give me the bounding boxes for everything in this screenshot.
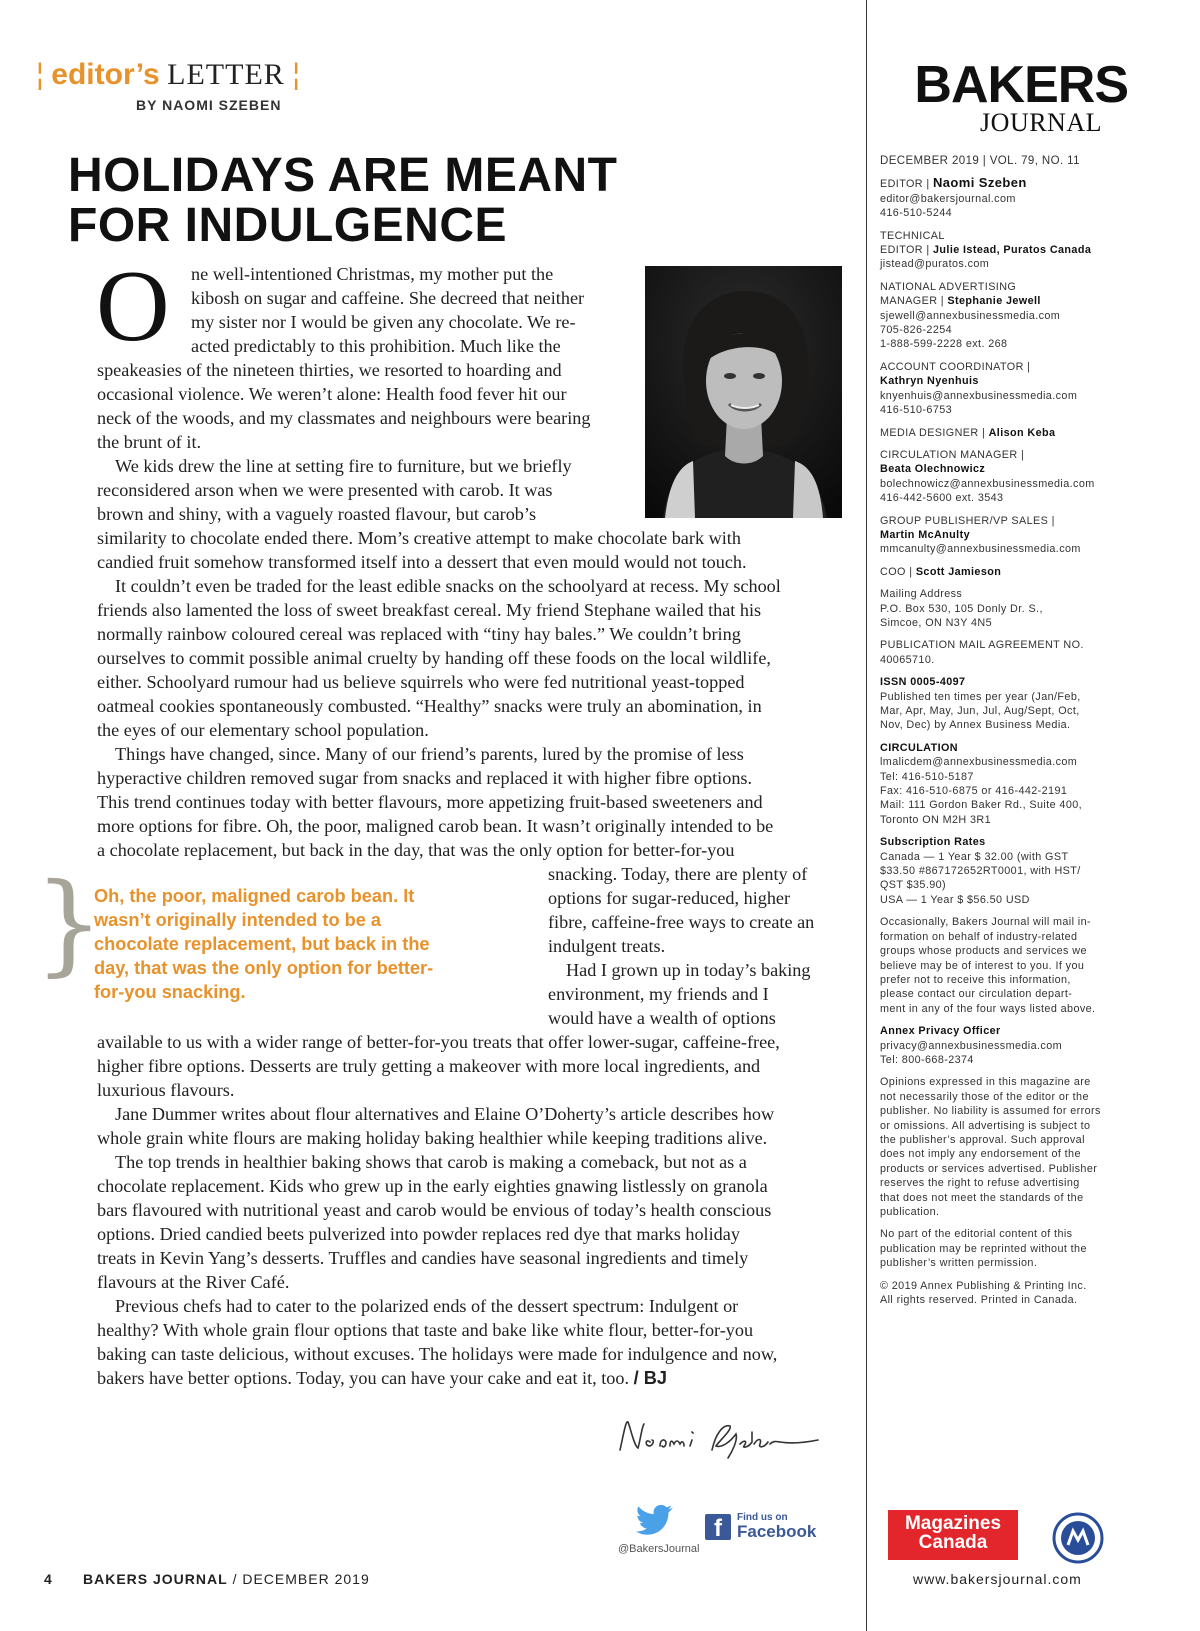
text-line: kibosh on sugar and caffeine. She decreed that neither bbox=[191, 288, 585, 308]
text-line: Things have changed, since. Many of our friend’s parents, lured by the promise of less bbox=[115, 744, 744, 764]
footer-pub-issue: / DECEMBER 2019 bbox=[232, 1571, 370, 1587]
entry-name: Martin McAnulty bbox=[880, 528, 970, 541]
text-line: baking can taste delicious, without excuses. The holidays were made for indulgence and now, bbox=[97, 1344, 778, 1364]
text-line: publication may be reprinted without the bbox=[880, 1242, 1087, 1255]
entry-label: EDITOR | bbox=[880, 244, 930, 257]
text-line: brown and shiny, with a vaguely roasted flavour, but carob’s bbox=[97, 504, 537, 524]
intro-wrap bbox=[191, 262, 631, 358]
text-line: not necessarily those of the editor or the bbox=[880, 1090, 1089, 1103]
text-line: that does not meet the standards of the bbox=[880, 1191, 1084, 1204]
facebook-icon: f bbox=[705, 1514, 731, 1540]
text-line: formation on behalf of industry-related bbox=[880, 930, 1078, 943]
masthead-entry bbox=[880, 565, 1140, 579]
text-line: healthy? With whole grain flour options that taste and bake like white flour, better-for-you bbox=[97, 1320, 754, 1340]
signature bbox=[612, 1412, 832, 1467]
entry-label: NATIONAL ADVERTISING bbox=[880, 280, 1017, 293]
entry-email: bolechnowicz@annexbusinessmedia.com bbox=[880, 477, 1095, 490]
mc-line: Magazines bbox=[904, 1513, 1002, 1534]
text-line: would have a wealth of options bbox=[548, 1008, 776, 1028]
twitter-handle: @BakersJournal bbox=[618, 1543, 700, 1555]
text-line: ourselves to commit possible animal cruelty by handing off these foods on the local wildlife, bbox=[97, 648, 771, 668]
text-line: whole grain white flours are making holiday baking healthier while keeping traditions alive. bbox=[97, 1128, 768, 1148]
logo-top: BAKERS bbox=[914, 56, 1128, 114]
text-line: publication. bbox=[880, 1206, 940, 1218]
text-line: Jane Dummer writes about flour alternatives and Elaine O’Doherty’s article describes how bbox=[115, 1104, 775, 1124]
text-line: Occasionally, Bakers Journal will mail in- bbox=[880, 916, 1092, 929]
headline-line: HOLIDAYS ARE MEANT bbox=[68, 149, 618, 202]
paragraph bbox=[97, 1030, 857, 1390]
text-line: luxurious flavours. bbox=[97, 1080, 235, 1100]
author-photo bbox=[645, 266, 842, 518]
entry-label: Mailing Address bbox=[880, 588, 963, 601]
text-line: publisher. No liability is assumed for errors bbox=[880, 1105, 1101, 1118]
column-divider bbox=[866, 0, 867, 1631]
entry-name: CIRCULATION bbox=[880, 741, 958, 754]
text-line: the brunt of it. bbox=[97, 432, 202, 452]
text-line: bars flavoured with nutritional yeast and carob would be envious of today’s health conscious bbox=[97, 1200, 772, 1220]
text-line: options for sugar-reduced, higher bbox=[548, 888, 791, 908]
drop-cap: O bbox=[96, 250, 170, 363]
masthead-list bbox=[880, 154, 1140, 1307]
entry-email: privacy@annexbusinessmedia.com bbox=[880, 1039, 1062, 1052]
text-line: No part of the editorial content of this bbox=[880, 1228, 1073, 1241]
text-line: We kids drew the line at setting fire to furniture, but we briefly bbox=[115, 456, 572, 476]
opinions-block bbox=[880, 1075, 1140, 1219]
magazines-canada-logo bbox=[888, 1510, 1018, 1560]
text-line: occasional violence. We weren’t alone: Health food fever hit our bbox=[97, 384, 567, 404]
pullquote-line: chocolate replacement, but back in the bbox=[94, 934, 430, 954]
entry-phone: 705-826-2254 bbox=[880, 324, 953, 337]
entry-email: jistead@puratos.com bbox=[880, 258, 990, 271]
text-line: Had I grown up in today’s baking bbox=[566, 960, 811, 980]
text-line: reconsidered arson when we were presented with carob. It was bbox=[97, 480, 553, 500]
entry-label: COO | bbox=[880, 565, 913, 578]
text-line: Opinions expressed in this magazine are bbox=[880, 1076, 1091, 1089]
twitter-block[interactable] bbox=[618, 1504, 700, 1555]
divider: ¦ bbox=[36, 58, 44, 91]
text-line: publisher’s written permission. bbox=[880, 1257, 1038, 1270]
footer-pub-name: BAKERS JOURNAL bbox=[83, 1571, 228, 1587]
address-line: P.O. Box 530, 105 Donly Dr. S., bbox=[880, 602, 1043, 615]
text-line: Canada — 1 Year $ 32.00 (with GST bbox=[880, 850, 1069, 863]
masthead-entry bbox=[880, 426, 1140, 440]
entry-phone: 416-442-5600 ext. 3543 bbox=[880, 492, 1004, 505]
entry-name: Naomi Szeben bbox=[933, 175, 1027, 191]
logo-bottom: JOURNAL bbox=[980, 108, 1102, 137]
section-label-part2: LETTER bbox=[167, 58, 285, 91]
text-line: QST $35.90) bbox=[880, 879, 947, 892]
entry-label: ACCOUNT COORDINATOR | bbox=[880, 360, 1031, 373]
text-line: reserves the right to refuse advertising bbox=[880, 1177, 1080, 1190]
text-line: Previous chefs had to cater to the polarized ends of the dessert spectrum: Indulgent or bbox=[115, 1296, 739, 1316]
text-line: acted predictably to this prohibition. Much like the bbox=[191, 336, 561, 356]
text-line: indulgent treats. bbox=[548, 936, 666, 956]
text-line: environment, my friends and I bbox=[548, 984, 769, 1004]
text-line: the publisher’s approval. Such approval bbox=[880, 1133, 1085, 1146]
text-line: please contact our circulation depart- bbox=[880, 988, 1073, 1001]
entry-label: MANAGER | bbox=[880, 295, 944, 308]
text-line: higher fibre options. Desserts are truly getting a makeover with more local ingredients, and bbox=[97, 1056, 761, 1076]
bakers-journal-logo bbox=[880, 56, 1128, 137]
divider: ¦ bbox=[292, 58, 301, 91]
text-line: believe may be of interest to you. If you bbox=[880, 959, 1085, 972]
text-line: It couldn’t even be traded for the least edible snacks on the schoolyard at recess. My school bbox=[115, 576, 781, 596]
text-line: friends also lamented the loss of sweet breakfast cereal. My friend Stephane wailed that his bbox=[97, 600, 762, 620]
section-label-part1: editor’s bbox=[51, 58, 160, 91]
occasionally-block bbox=[880, 915, 1140, 1016]
facebook-big: Facebook bbox=[737, 1522, 817, 1541]
entry-name: Stephanie Jewell bbox=[947, 295, 1041, 308]
paragraph bbox=[97, 358, 637, 526]
entry-label: GROUP PUBLISHER/VP SALES | bbox=[880, 514, 1055, 527]
text-line: prefer not to receive this information, bbox=[880, 973, 1071, 986]
entry-name: Scott Jamieson bbox=[915, 565, 1002, 578]
text-line: candied fruit somehow transformed itself into a dessert that even mould would not touch. bbox=[97, 552, 747, 572]
entry-name: Kathryn Nyenhuis bbox=[880, 375, 979, 388]
text-line: products or services advertised. Publisher bbox=[880, 1162, 1098, 1175]
text-line: The top trends in healthier baking shows that carob is making a comeback, but not as a bbox=[115, 1152, 747, 1172]
pullquote-line: Oh, the poor, maligned carob bean. It bbox=[94, 886, 415, 906]
entry-label: PUBLICATION MAIL AGREEMENT NO. bbox=[880, 639, 1084, 652]
text-line: chocolate replacement. Kids who grew up in the early eighties gnawing listlessly on granola bbox=[97, 1176, 768, 1196]
entry-name: Julie Istead, Puratos Canada bbox=[933, 244, 1092, 257]
text-line-last: bakers have better options. Today, you can have your cake and eat it, too. bbox=[97, 1368, 630, 1388]
section-label bbox=[36, 58, 300, 92]
text-line: speakeasies of the nineteen thirties, we resorted to hoarding and bbox=[97, 360, 562, 380]
text-line: hyperactive children removed sugar from snacks and replaced it with higher fibre options. bbox=[97, 768, 753, 788]
copyright-line: All rights reserved. Printed in Canada. bbox=[880, 1294, 1078, 1307]
entry-name: Beata Olechnowicz bbox=[880, 463, 986, 476]
text-line: or omissions. All advertising is subject to bbox=[880, 1119, 1091, 1132]
entry-value: 40065710. bbox=[880, 653, 935, 666]
paragraph bbox=[97, 526, 857, 862]
address-line: Toronto ON M2H 3R1 bbox=[880, 813, 992, 826]
text-line: a chocolate replacement, but back in the day, that was the only option for better-for-you bbox=[97, 840, 735, 860]
entry-phone: 1-888-599-2228 ext. 268 bbox=[880, 338, 1008, 351]
text-line: treats in Kevin Yang’s desserts. Truffles and candies have seasonal ingredients and timely bbox=[97, 1248, 749, 1268]
text-line: $33.50 #867172652RT0001, with HST/ bbox=[880, 865, 1081, 878]
entry-label: TECHNICAL bbox=[880, 229, 945, 242]
pullquote-line: wasn’t originally intended to be a bbox=[94, 910, 381, 930]
circulation-seal bbox=[1052, 1512, 1104, 1569]
entry-email: sjewell@annexbusinessmedia.com bbox=[880, 309, 1061, 322]
text-line: options. Dried candied beets pulverized into powder replaces red dye that marks holiday bbox=[97, 1224, 740, 1244]
mc-line: Canada bbox=[918, 1532, 988, 1553]
copyright-line: © 2019 Annex Publishing & Printing Inc. bbox=[880, 1279, 1087, 1292]
text-line: snacking. Today, there are plenty of bbox=[548, 864, 808, 884]
nopart-block bbox=[880, 1227, 1140, 1270]
pull-quote bbox=[94, 884, 519, 1004]
entry-email: knyenhuis@annexbusinessmedia.com bbox=[880, 389, 1078, 402]
entry-label: MEDIA DESIGNER | bbox=[880, 426, 986, 439]
entry-phone: Tel: 416-510-5187 bbox=[880, 770, 974, 783]
text-line: This trend continues today with better flavours, more appetizing fruit-based sweeteners and bbox=[97, 792, 763, 812]
entry-name: Subscription Rates bbox=[880, 836, 986, 849]
entry-phone: 416-510-6753 bbox=[880, 404, 953, 417]
website-link[interactable]: www.bakersjournal.com bbox=[913, 1571, 1082, 1587]
entry-label: EDITOR | bbox=[880, 178, 930, 191]
footer-publication bbox=[83, 1571, 370, 1587]
byline: BY NAOMI SZEBEN bbox=[136, 97, 282, 113]
facebook-small: Find us on bbox=[737, 1512, 788, 1523]
masthead-entry bbox=[880, 294, 1140, 308]
text-line: fibre, caffeine-free ways to create an bbox=[548, 912, 815, 932]
page-number: 4 bbox=[44, 1571, 53, 1587]
facebook-block[interactable] bbox=[705, 1512, 816, 1541]
right-column bbox=[548, 862, 858, 1030]
text-line: available to us with a wider range of better-for-you treats that offer lower-sugar, caffeine-free, bbox=[97, 1032, 780, 1052]
entry-email: lmalicdem@annexbusinessmedia.com bbox=[880, 756, 1078, 769]
entry-name: Alison Keba bbox=[988, 426, 1056, 439]
text-line: either. Schoolyard rumour had us believe squirrels who were fed nutritional yeast-topped bbox=[97, 672, 745, 692]
text-line: Nov, Dec) by Annex Business Media. bbox=[880, 719, 1071, 732]
masthead-entry bbox=[880, 176, 1140, 191]
address-line: Mail: 111 Gordon Baker Rd., Suite 400, bbox=[880, 799, 1083, 812]
headline-line: FOR INDULGENCE bbox=[68, 199, 507, 252]
text-line: similarity to chocolate ended there. Mom’s creative attempt to make chocolate bark with bbox=[97, 528, 741, 548]
text-line: ne well-intentioned Christmas, my mother put the bbox=[191, 264, 554, 284]
pullquote-brace: } bbox=[34, 859, 104, 987]
text-line: ment in any of the four ways listed above. bbox=[880, 1002, 1096, 1015]
text-line: normally rainbow coloured cereal was replaced with “tiny hay bales.” We couldn’t bring bbox=[97, 624, 741, 644]
masthead-entry bbox=[880, 243, 1140, 257]
text-line: flavours at the River Café. bbox=[97, 1272, 290, 1292]
page-title bbox=[68, 151, 768, 251]
address-line: Simcoe, ON N3Y 4N5 bbox=[880, 616, 993, 629]
entry-phone: Tel: 800-668-2374 bbox=[880, 1053, 974, 1066]
text-line: groups whose products and services we bbox=[880, 945, 1087, 958]
text-line: more options for fibre. Oh, the poor, maligned carob bean. It wasn’t originally intended to be bbox=[97, 816, 774, 836]
entry-name: ISSN 0005-4097 bbox=[880, 676, 966, 689]
twitter-icon bbox=[635, 1504, 675, 1538]
entry-phone: Fax: 416-510-6875 or 416-442-2191 bbox=[880, 785, 1068, 798]
text-line: Published ten times per year (Jan/Feb, bbox=[880, 690, 1081, 703]
text-line: oatmeal cookies spontaneously combusted. “Healthy” snacks were truly an abomination, in bbox=[97, 696, 762, 716]
entry-phone: 416-510-5244 bbox=[880, 207, 953, 220]
sign-off: / BJ bbox=[633, 1368, 667, 1388]
entry-email: mmcanulty@annexbusinessmedia.com bbox=[880, 543, 1081, 556]
entry-label: CIRCULATION MANAGER | bbox=[880, 448, 1025, 461]
text-line: Mar, Apr, May, Jun, Jul, Aug/Sept, Oct, bbox=[880, 705, 1080, 717]
entry-email: editor@bakersjournal.com bbox=[880, 192, 1016, 205]
text-line: does not imply any endorsement of the bbox=[880, 1148, 1081, 1161]
entry-name: Annex Privacy Officer bbox=[880, 1025, 1001, 1038]
text-line: the eyes of our elementary school population. bbox=[97, 720, 429, 740]
pullquote-line: for-you snacking. bbox=[94, 982, 246, 1002]
issue-line: DECEMBER 2019 | VOL. 79, NO. 11 bbox=[880, 155, 1080, 167]
text-line: my sister nor I would be given any chocolate. We re- bbox=[191, 312, 576, 332]
text-line bbox=[97, 1366, 857, 1390]
text-line: USA — 1 Year $ $56.50 USD bbox=[880, 893, 1030, 906]
pullquote-line: day, that was the only option for better- bbox=[94, 958, 434, 978]
text-line: neck of the woods, and my classmates and neighbours were bearing bbox=[97, 408, 591, 428]
